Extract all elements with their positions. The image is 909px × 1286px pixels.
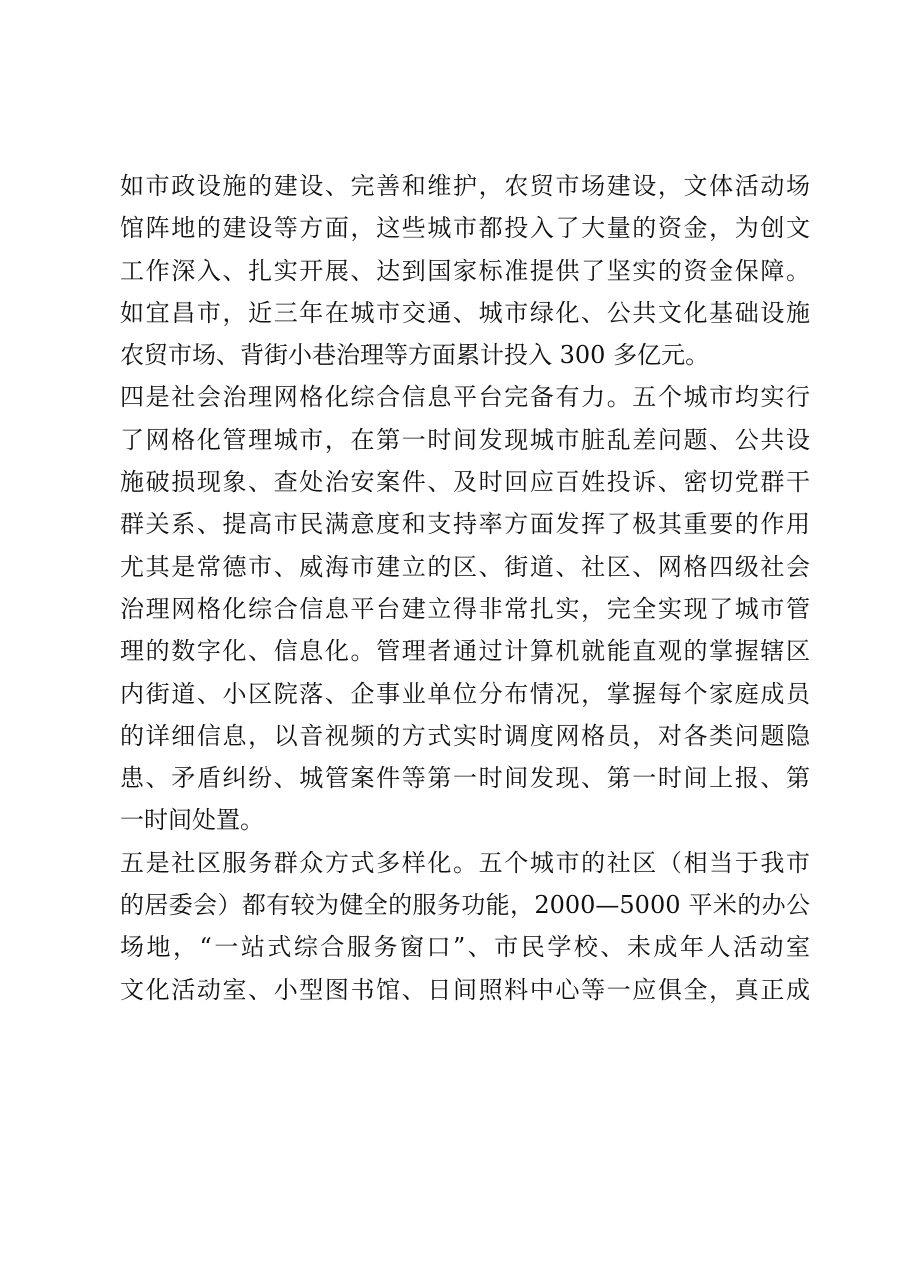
text-line: 工作深入、扎实开展、达到国家标准提供了坚实的资金保障。 (120, 256, 810, 285)
text-line: 施破损现象、查处治安案件、及时回应百姓投诉、密切党群干 (120, 468, 810, 497)
text-line: 内街道、小区院落、企事业单位分布情况，掌握每个家庭成员 (120, 679, 810, 708)
text-line: 患、矛盾纠纷、城管案件等第一时间发现、第一时间上报、第 (120, 764, 810, 793)
text-line: 场地，“一站式综合服务窗口”、市民学校、未成年人活动室 (120, 933, 810, 962)
text-line: 的详细信息，以音视频的方式实时调度网格员，对各类问题隐 (120, 721, 810, 750)
text-line: 馆阵地的建设等方面，这些城市都投入了大量的资金，为创文 (120, 214, 810, 243)
text-line: 群关系、提高市民满意度和支持率方面发挥了极其重要的作用 (120, 510, 810, 539)
text-line: 文化活动室、小型图书馆、日间照料中心等一应俱全，真正成 (120, 975, 810, 1004)
text-line: 如宜昌市，近三年在城市交通、城市绿化、公共文化基础设施 (120, 298, 810, 327)
text-line: 五是社区服务群众方式多样化。五个城市的社区（相当于我市 (120, 848, 810, 877)
text-line: 治理网格化综合信息平台建立得非常扎实，完全实现了城市管 (120, 594, 810, 623)
body-text (120, 165, 810, 1011)
text-line: 农贸市场、背街小巷治理等方面累计投入 300 多亿元。 (120, 341, 710, 370)
text-line: 一时间处置。 (120, 806, 264, 835)
text-line: 了网格化管理城市，在第一时间发现城市脏乱差问题、公共设 (120, 425, 810, 454)
text-line: 尤其是常德市、威海市建立的区、街道、社区、网格四级社会 (120, 552, 810, 581)
text-line: 如市政设施的建设、完善和维护，农贸市场建设，文体活动场 (120, 172, 810, 200)
text-line: 的居委会）都有较为健全的服务功能，2000—5000 平米的办公 (120, 891, 810, 920)
text-line: 四是社会治理网格化综合信息平台完备有力。五个城市均实行 (120, 383, 810, 412)
text-line: 理的数字化、信息化。管理者通过计算机就能直观的掌握辖区 (120, 637, 810, 666)
